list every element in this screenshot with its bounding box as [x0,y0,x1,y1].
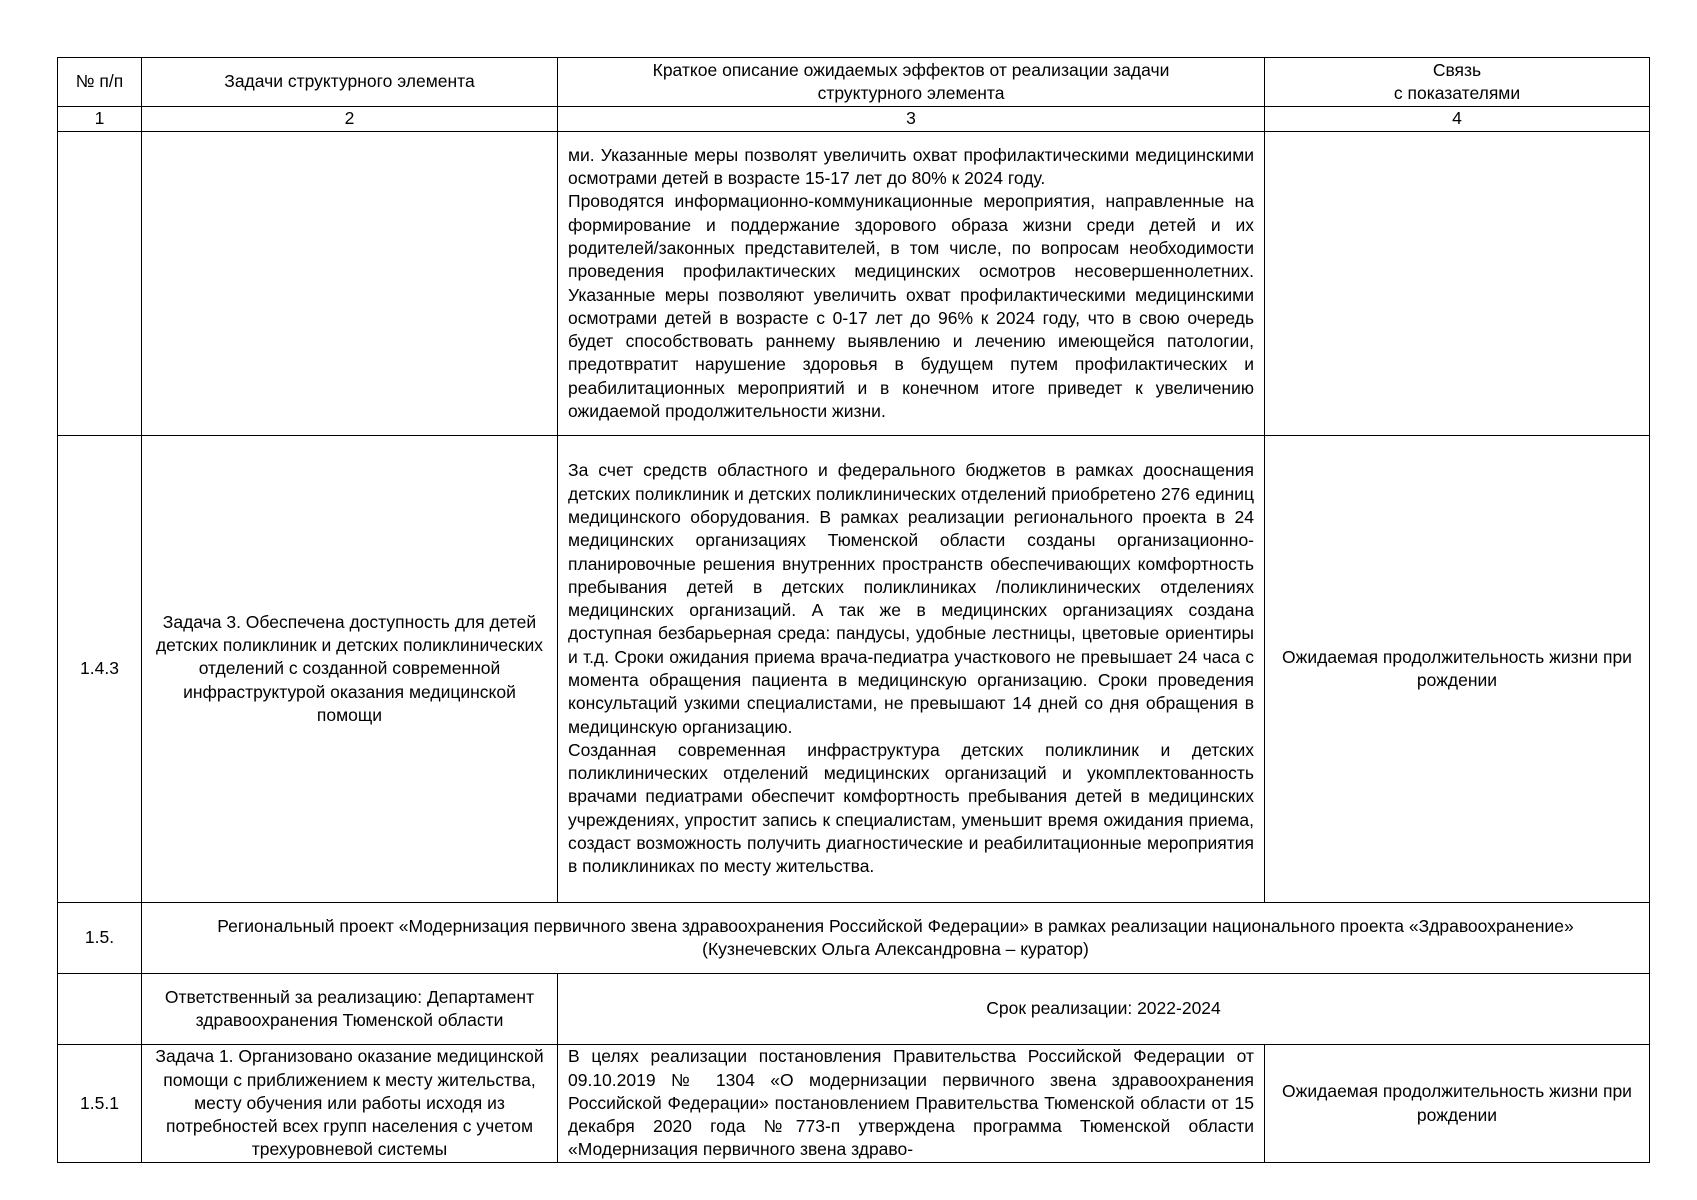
description-paragraph: ми. Указанные меры позволят увеличить охват профилактическими медицинскими осмотрами детей в возрасте 15-17 лет до 80% к 2024 году. [568,144,1254,189]
document-table [57,57,1650,1163]
row-num: 1.5.1 [58,1045,142,1163]
header-indicators-text: Связь с показателями [1393,59,1521,103]
column-number-4: 4 [1265,107,1650,132]
row-num [58,974,142,1045]
term-cell: Срок реализации: 2022-2024 [558,974,1650,1045]
row-task: Задача 1. Организовано оказание медицинской помощи с приближением к месту жительства, месту обучения или работы исходя из потребностей всех групп населения с учетом трехуровневой системы [142,1045,558,1163]
header-num: № п/п [58,58,142,107]
header-tasks: Задачи структурного элемента [142,58,558,107]
table-row-1-5 [58,903,1650,974]
table-header-row [58,58,1650,107]
project-title: Региональный проект «Модернизация первичного звена здравоохранения Российской Федерации» в рамках реализации национального проекта «Здравоохранение» [217,915,1574,936]
project-curator: (Кузнечевских Ольга Александровна – куратор) [702,939,1089,959]
row-task [142,132,558,436]
row-description [558,132,1265,436]
row-description [558,1045,1265,1163]
description-paragraph: Проводятся информационно-коммуникационные мероприятия, направленные на формирование и поддержание здорового образа жизни среди детей и их родителей/законных представителей, в том числе, по вопросам необходимости проведения профилактических медицинских осмотров несовершеннолетних. Указанные меры позволяют увеличить охват профилактическими медицинскими осмотрами детей в возрасте с 0-17 лет до 96% к 2024 году, что в свою очередь будет способствовать раннему выявлению и лечению имеющейся патологии, предотвратит нарушение здоровья в будущем путем профилактических и реабилитационных мероприятий и в конечном итоге приведет к увеличению ожидаемой продолжительности жизни. [568,191,1254,421]
header-description: Краткое описание ожидаемых эффектов от реализации задачи структурного элемента [558,58,1265,107]
column-number-3: 3 [558,107,1265,132]
responsible-cell: Ответственный за реализацию: Департамент здравоохранения Тюменской области [142,974,558,1045]
column-number-2: 2 [142,107,558,132]
column-number-row [58,107,1650,132]
table-row-1-5-1 [58,1045,1650,1163]
project-title-cell [142,903,1650,974]
description-paragraph: За счет средств областного и федерального бюджетов в рамках дооснащения детских поликлиник и детских поликлинических отделений приобретено 276 единиц медицинского оборудования. В рамках реализации регионального проекта в 24 медицинских организациях Тюменской области созданы организационно-планировочные решения внутренних пространств обеспечивающих комфортность пребывания детей в детских поликлиниках /поликлинических отделениях медицинских организаций. А так же в медицинских организациях создана доступная безбарьерная среда: пандусы, удобные лестницы, цветовые ориентиры и т.д. Сроки ожидания приема врача-педиатра участкового не превышает 24 часа с момента обращения пациента в медицинскую организацию. Сроки проведения консультаций узкими специалистами, не превышают 14 дней со дня обращения в медицинскую организацию. [568,460,1254,737]
table-row-continuation [58,132,1650,436]
row-indicator: Ожидаемая продолжительность жизни при рождении [1265,436,1650,903]
description-paragraph: Созданная современная инфраструктура детских поликлиник и детских поликлинических отделений медицинских организаций и укомплектованность врачами педиатрами обеспечит комфортность пребывания детей в медицинских учреждениях, упростит запись к специалистам, уменьшит время ожидания приема, создаст возможность получить диагностические и реабилитационные мероприятия в поликлиниках по месту жительства. [568,739,1254,877]
table-row-responsible [58,974,1650,1045]
row-num: 1.5. [58,903,142,974]
row-num [58,132,142,436]
row-indicator [1265,132,1650,436]
description-paragraph: В целях реализации постановления Правительства Российской Федерации от 09.10.2019 № 1304 «О модернизации первичного звена здравоохранения Российской Федерации» постановлением Правительства Тюменской области от 15 декабря 2020 года №773-п утверждена программа Тюменской области «Модернизация первичного звена здраво- [568,1046,1254,1160]
row-description [558,436,1265,903]
row-task: Задача 3. Обеспечена доступность для детей детских поликлиник и детских поликлинических отделений с созданной современной инфраструктурой оказания медицинской помощи [142,436,558,903]
row-indicator: Ожидаемая продолжительность жизни при рождении [1265,1045,1650,1163]
row-num: 1.4.3 [58,436,142,903]
column-number-1: 1 [58,107,142,132]
table-row-1-4-3 [58,436,1650,903]
header-indicators [1265,58,1650,107]
